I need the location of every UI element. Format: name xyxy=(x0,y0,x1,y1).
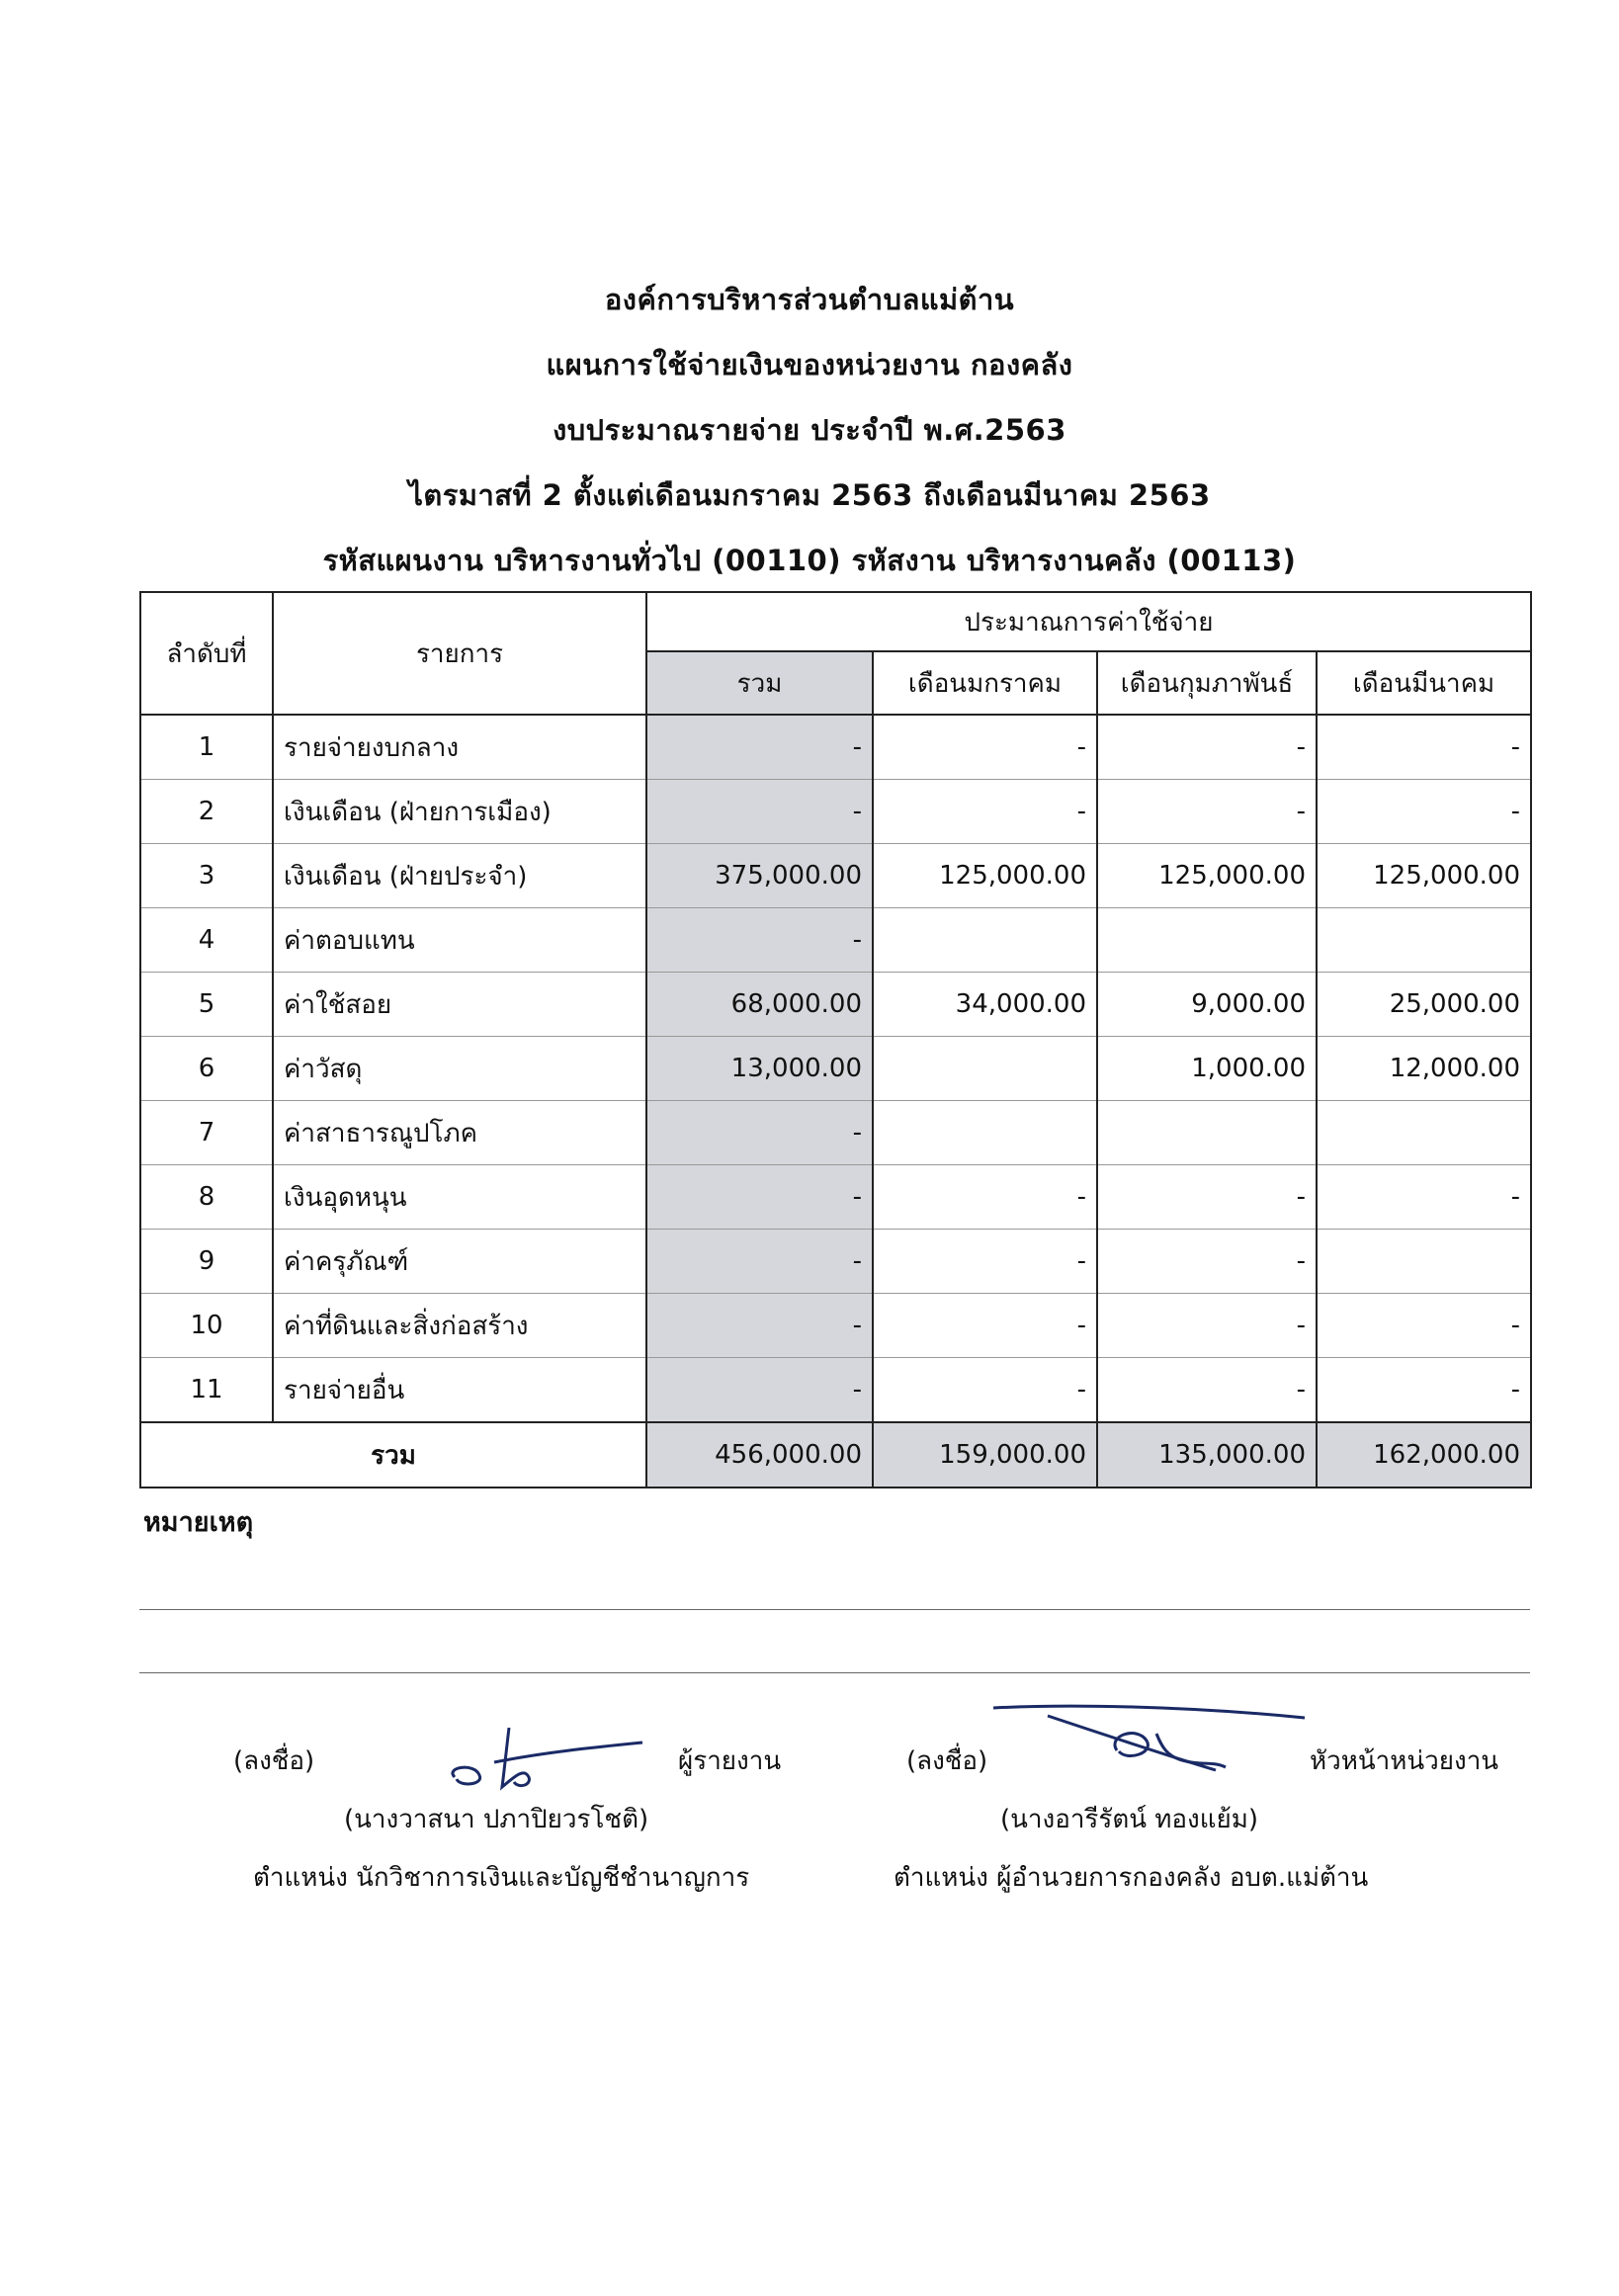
row-no: 9 xyxy=(140,1230,273,1294)
table-row xyxy=(140,973,1531,1037)
row-no: 11 xyxy=(140,1358,273,1423)
quarter-title: ไตรมาสที่ 2 ตั้งแต่เดือนมกราคม 2563 ถึงเดือนมีนาคม 2563 xyxy=(408,478,1211,512)
remark-line-2 xyxy=(139,1672,1530,1673)
row-item: ค่าสาธารณูปโภค xyxy=(273,1101,646,1165)
row-total: - xyxy=(646,1165,873,1230)
table-row xyxy=(140,1294,1531,1358)
row-jan: 125,000.00 xyxy=(873,844,1097,908)
row-mar: 125,000.00 xyxy=(1317,844,1531,908)
row-mar: - xyxy=(1317,780,1531,844)
header-feb: เดือนกุมภาพันธ์ xyxy=(1097,651,1317,715)
row-no: 4 xyxy=(140,908,273,973)
row-feb: 125,000.00 xyxy=(1097,844,1317,908)
row-mar: 25,000.00 xyxy=(1317,973,1531,1037)
row-feb: 1,000.00 xyxy=(1097,1037,1317,1101)
row-feb: - xyxy=(1097,1165,1317,1230)
row-mar xyxy=(1317,908,1531,973)
plan-title: แผนการใช้จ่ายเงินของหน่วยงาน กองคลัง xyxy=(546,348,1073,382)
table-row xyxy=(140,1037,1531,1101)
table-row xyxy=(140,1230,1531,1294)
header-total: รวม xyxy=(646,651,873,715)
row-total: - xyxy=(646,715,873,780)
header-jan: เดือนมกราคม xyxy=(873,651,1097,715)
row-feb: 9,000.00 xyxy=(1097,973,1317,1037)
document-header xyxy=(0,267,1619,593)
right-name: (นางอารีรัตน์ ทองแย้ม) xyxy=(1000,1805,1259,1834)
budget-title: งบประมาณรายจ่าย ประจำปี พ.ศ.2563 xyxy=(553,413,1066,447)
row-jan xyxy=(873,908,1097,973)
table-row xyxy=(140,844,1531,908)
row-jan: - xyxy=(873,1230,1097,1294)
row-jan xyxy=(873,1037,1097,1101)
right-signature-image xyxy=(988,1696,1324,1785)
row-total: - xyxy=(646,1101,873,1165)
row-feb: - xyxy=(1097,1230,1317,1294)
total-jan: 159,000.00 xyxy=(873,1422,1097,1488)
table-row xyxy=(140,1358,1531,1423)
row-feb xyxy=(1097,908,1317,973)
row-feb: - xyxy=(1097,1358,1317,1423)
row-item: เงินเดือน (ฝ่ายประจำ) xyxy=(273,844,646,908)
total-label: รวม xyxy=(140,1422,646,1488)
row-no: 5 xyxy=(140,973,273,1037)
row-mar: - xyxy=(1317,715,1531,780)
table-row xyxy=(140,1165,1531,1230)
right-position: ตำแหน่ง ผู้อำนวยการกองคลัง อบต.แม่ต้าน xyxy=(894,1863,1369,1893)
header-item: รายการ xyxy=(273,592,646,715)
table-row xyxy=(140,908,1531,973)
total-mar: 162,000.00 xyxy=(1317,1422,1531,1488)
total-sum: 456,000.00 xyxy=(646,1422,873,1488)
row-jan: 34,000.00 xyxy=(873,973,1097,1037)
left-sign-prefix: (ลงชื่อ) xyxy=(233,1746,315,1776)
row-mar xyxy=(1317,1230,1531,1294)
row-item: เงินอุดหนุน xyxy=(273,1165,646,1230)
row-mar: 12,000.00 xyxy=(1317,1037,1531,1101)
row-total: - xyxy=(646,780,873,844)
remark-label: หมายเหตุ xyxy=(143,1507,254,1538)
row-jan: - xyxy=(873,715,1097,780)
table-row xyxy=(140,1101,1531,1165)
row-item: ค่าครุภัณฑ์ xyxy=(273,1230,646,1294)
row-total: 13,000.00 xyxy=(646,1037,873,1101)
row-no: 1 xyxy=(140,715,273,780)
row-no: 8 xyxy=(140,1165,273,1230)
table-row xyxy=(140,780,1531,844)
codes-title: รหัสแผนงาน บริหารงานทั่วไป (00110) รหัสงาน บริหารงานคลัง (00113) xyxy=(322,544,1297,577)
row-item: ค่าวัสดุ xyxy=(273,1037,646,1101)
left-signature-image xyxy=(435,1708,652,1797)
row-mar: - xyxy=(1317,1165,1531,1230)
row-jan: - xyxy=(873,1294,1097,1358)
header-mar: เดือนมีนาคม xyxy=(1317,651,1531,715)
row-jan: - xyxy=(873,1358,1097,1423)
row-item: รายจ่ายอื่น xyxy=(273,1358,646,1423)
row-mar: - xyxy=(1317,1358,1531,1423)
row-item: เงินเดือน (ฝ่ายการเมือง) xyxy=(273,780,646,844)
right-role: หัวหน้าหน่วยงาน xyxy=(1310,1746,1499,1776)
left-role: ผู้รายงาน xyxy=(678,1746,782,1776)
row-no: 10 xyxy=(140,1294,273,1358)
row-item: ค่าที่ดินและสิ่งก่อสร้าง xyxy=(273,1294,646,1358)
left-position: ตำแหน่ง นักวิชาการเงินและบัญชีชำนาญการ xyxy=(253,1863,750,1893)
org-title: องค์การบริหารส่วนตำบลแม่ต้าน xyxy=(604,283,1015,316)
header-seq: ลำดับที่ xyxy=(140,592,273,715)
budget-table xyxy=(139,591,1532,1488)
row-total: 68,000.00 xyxy=(646,973,873,1037)
row-feb: - xyxy=(1097,780,1317,844)
header-estimate: ประมาณการค่าใช้จ่าย xyxy=(646,592,1531,651)
row-jan: - xyxy=(873,1165,1097,1230)
row-total: 375,000.00 xyxy=(646,844,873,908)
row-no: 6 xyxy=(140,1037,273,1101)
row-no: 7 xyxy=(140,1101,273,1165)
row-item: ค่าใช้สอย xyxy=(273,973,646,1037)
row-total: - xyxy=(646,1294,873,1358)
row-mar xyxy=(1317,1101,1531,1165)
table-row xyxy=(140,715,1531,780)
row-feb: - xyxy=(1097,1294,1317,1358)
right-sign-prefix: (ลงชื่อ) xyxy=(906,1746,988,1776)
row-total: - xyxy=(646,1230,873,1294)
row-jan: - xyxy=(873,780,1097,844)
row-feb: - xyxy=(1097,715,1317,780)
row-item: ค่าตอบแทน xyxy=(273,908,646,973)
row-feb xyxy=(1097,1101,1317,1165)
total-row xyxy=(140,1422,1531,1488)
total-feb: 135,000.00 xyxy=(1097,1422,1317,1488)
remark-line-1 xyxy=(139,1609,1530,1610)
left-name: (นางวาสนา ปภาปิยวรโชติ) xyxy=(344,1805,649,1834)
row-item: รายจ่ายงบกลาง xyxy=(273,715,646,780)
row-total: - xyxy=(646,1358,873,1423)
row-no: 2 xyxy=(140,780,273,844)
row-jan xyxy=(873,1101,1097,1165)
row-mar: - xyxy=(1317,1294,1531,1358)
row-no: 3 xyxy=(140,844,273,908)
row-total: - xyxy=(646,908,873,973)
